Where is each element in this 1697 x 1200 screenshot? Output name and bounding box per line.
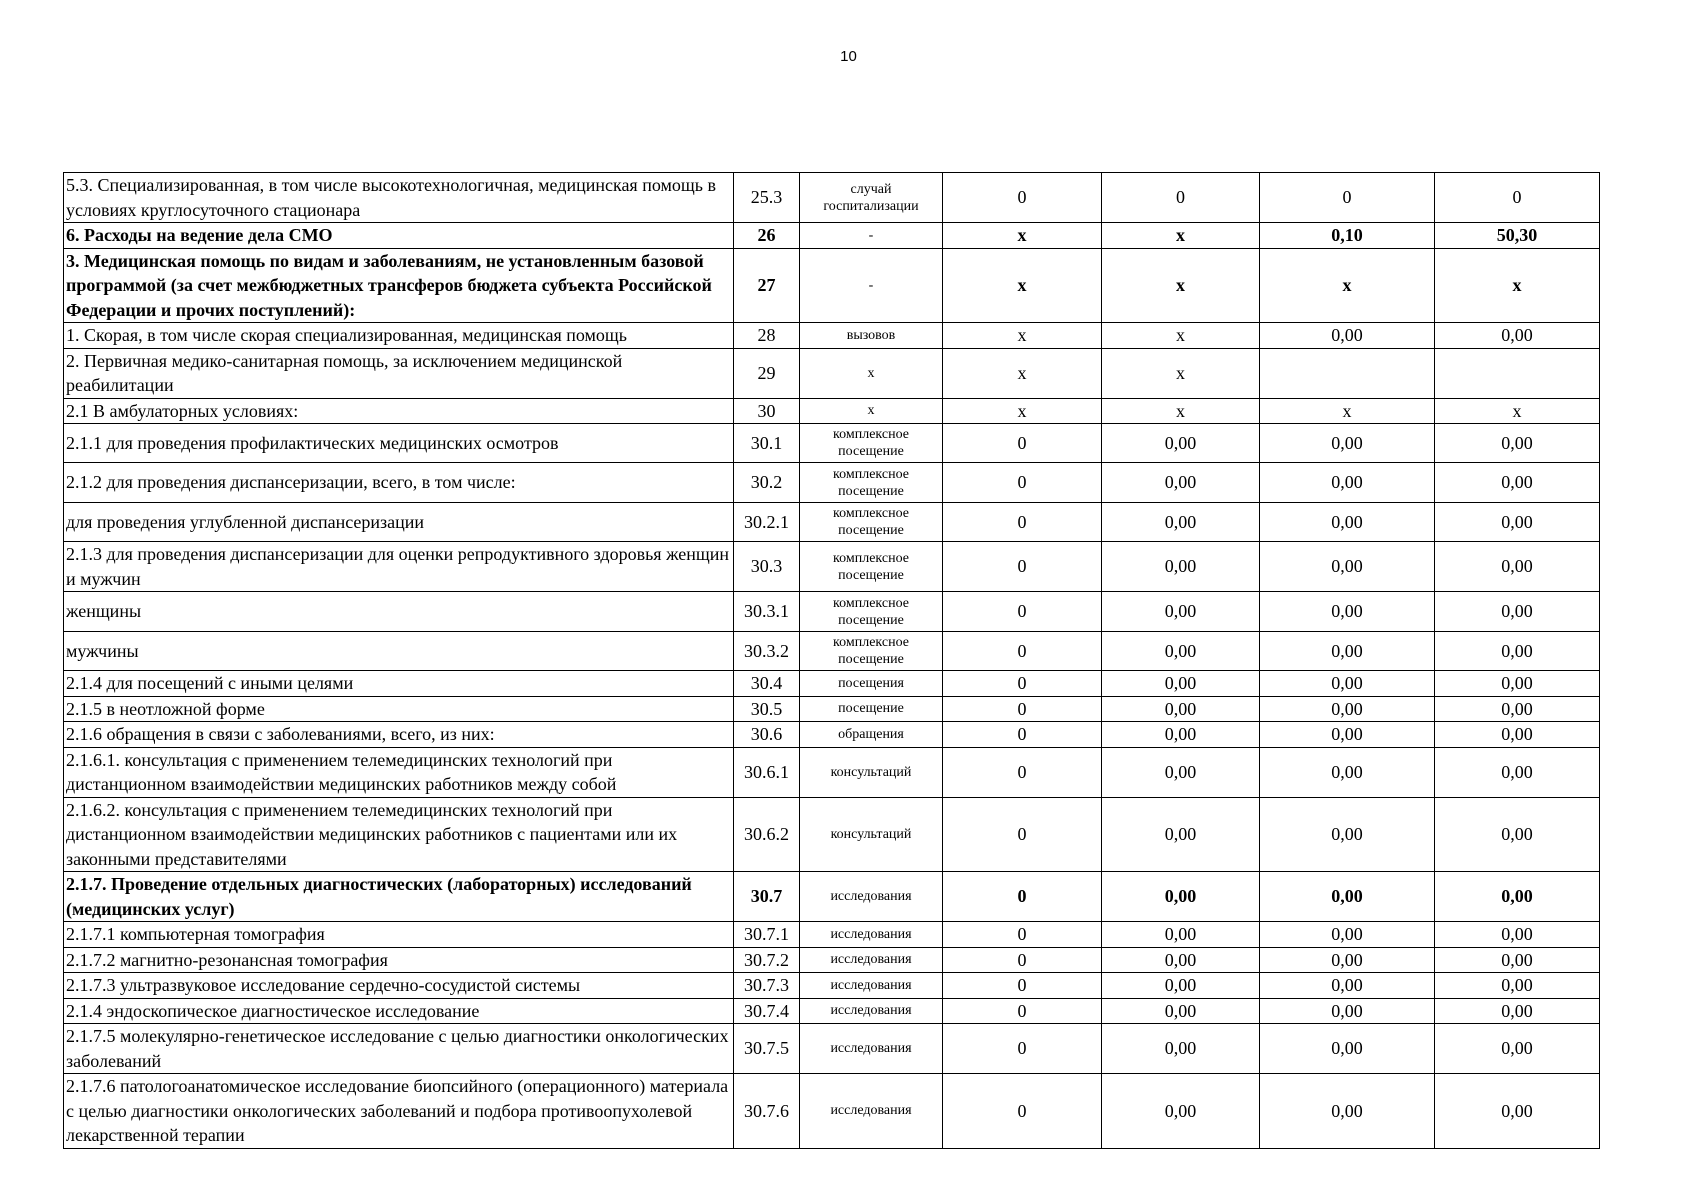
row-name-cell: 2.1.6.1. консультация с применением телемедицинских технологий при дистанционном взаимодействии медицинских работников между собой — [64, 747, 734, 797]
row-unit-cell: - — [800, 223, 943, 249]
row-value-cell-4: 0,00 — [1435, 1024, 1600, 1074]
page-number: 10 — [840, 48, 857, 65]
row-code-cell: 25.3 — [734, 173, 800, 223]
row-value-cell-4: 0,00 — [1435, 747, 1600, 797]
row-unit-cell: посещения — [800, 671, 943, 697]
table-row — [64, 973, 1600, 999]
row-unit-cell: комплексное посещение — [800, 632, 943, 671]
row-code-cell: 30.3 — [734, 542, 800, 592]
row-value-cell-2: x — [1102, 223, 1260, 249]
row-name-cell: 2.1.2 для проведения диспансеризации, всего, в том числе: — [64, 463, 734, 503]
table-row — [64, 323, 1600, 349]
row-value-cell-3: 0,00 — [1260, 922, 1435, 948]
row-value-cell-2: 0,00 — [1102, 797, 1260, 872]
table-row — [64, 424, 1600, 463]
row-value-cell-1: 0 — [943, 947, 1102, 973]
row-value-cell-1: 0 — [943, 592, 1102, 632]
row-unit-cell: x — [800, 348, 943, 398]
row-value-cell-4: 0,00 — [1435, 503, 1600, 542]
row-code-cell: 30.1 — [734, 424, 800, 463]
table-row — [64, 503, 1600, 542]
row-value-cell-2: 0,00 — [1102, 872, 1260, 922]
row-name-cell: 2.1.7.2 магнитно-резонансная томография — [64, 947, 734, 973]
row-value-cell-4: 0,00 — [1435, 632, 1600, 671]
table-row — [64, 542, 1600, 592]
table-row — [64, 632, 1600, 671]
row-unit-cell: комплексное посещение — [800, 463, 943, 503]
row-code-cell: 30.7.5 — [734, 1024, 800, 1074]
row-code-cell: 30.3.1 — [734, 592, 800, 632]
row-value-cell-3: 0,00 — [1260, 671, 1435, 697]
row-value-cell-4: 0,00 — [1435, 671, 1600, 697]
table-row — [64, 722, 1600, 748]
row-value-cell-1: 0 — [943, 173, 1102, 223]
table-row — [64, 872, 1600, 922]
row-value-cell-1: x — [943, 398, 1102, 424]
row-code-cell: 27 — [734, 248, 800, 323]
table-body — [64, 173, 1600, 1149]
row-value-cell-3: 0,00 — [1260, 323, 1435, 349]
row-value-cell-2: x — [1102, 248, 1260, 323]
table-row — [64, 463, 1600, 503]
row-value-cell-1: 0 — [943, 998, 1102, 1024]
row-value-cell-3: 0,00 — [1260, 542, 1435, 592]
row-value-cell-4: 0,00 — [1435, 797, 1600, 872]
row-value-cell-3: 0,00 — [1260, 503, 1435, 542]
row-value-cell-3: 0,00 — [1260, 947, 1435, 973]
row-unit-cell: случай госпитализации — [800, 173, 943, 223]
row-code-cell: 30.6 — [734, 722, 800, 748]
row-value-cell-3: 0,00 — [1260, 424, 1435, 463]
row-value-cell-3: 0,10 — [1260, 223, 1435, 249]
row-name-cell: для проведения углубленной диспансеризации — [64, 503, 734, 542]
row-value-cell-2: 0,00 — [1102, 632, 1260, 671]
row-name-cell: мужчины — [64, 632, 734, 671]
row-unit-cell: комплексное посещение — [800, 424, 943, 463]
row-unit-cell: вызовов — [800, 323, 943, 349]
row-name-cell: 2.1.1 для проведения профилактических медицинских осмотров — [64, 424, 734, 463]
row-value-cell-2: 0,00 — [1102, 463, 1260, 503]
row-value-cell-3: 0,00 — [1260, 592, 1435, 632]
table-row — [64, 248, 1600, 323]
row-unit-cell: - — [800, 248, 943, 323]
row-code-cell: 30.6.2 — [734, 797, 800, 872]
row-value-cell-2: 0,00 — [1102, 922, 1260, 948]
row-unit-cell: комплексное посещение — [800, 542, 943, 592]
table-row — [64, 998, 1600, 1024]
row-value-cell-3: 0 — [1260, 173, 1435, 223]
row-value-cell-3: 0,00 — [1260, 1074, 1435, 1149]
row-value-cell-4 — [1435, 348, 1600, 398]
table-row — [64, 398, 1600, 424]
row-value-cell-2: 0,00 — [1102, 1074, 1260, 1149]
row-value-cell-1: 0 — [943, 797, 1102, 872]
row-value-cell-3: x — [1260, 248, 1435, 323]
row-value-cell-3: 0,00 — [1260, 973, 1435, 999]
row-unit-cell: исследования — [800, 973, 943, 999]
data-table — [63, 172, 1600, 1149]
row-value-cell-2: 0,00 — [1102, 592, 1260, 632]
row-value-cell-2: 0,00 — [1102, 542, 1260, 592]
row-value-cell-4: 0,00 — [1435, 947, 1600, 973]
row-code-cell: 30 — [734, 398, 800, 424]
row-value-cell-3 — [1260, 348, 1435, 398]
row-unit-cell: исследования — [800, 998, 943, 1024]
row-value-cell-2: x — [1102, 398, 1260, 424]
row-value-cell-3: x — [1260, 398, 1435, 424]
row-value-cell-2: 0,00 — [1102, 722, 1260, 748]
row-value-cell-3: 0,00 — [1260, 797, 1435, 872]
row-name-cell: 2.1.5 в неотложной форме — [64, 696, 734, 722]
row-code-cell: 29 — [734, 348, 800, 398]
row-name-cell: 2.1.7.5 молекулярно-генетическое исследование с целью диагностики онкологических заболеваний — [64, 1024, 734, 1074]
table-row — [64, 1074, 1600, 1149]
row-value-cell-2: 0 — [1102, 173, 1260, 223]
row-value-cell-2: 0,00 — [1102, 671, 1260, 697]
row-value-cell-4: 0,00 — [1435, 592, 1600, 632]
row-value-cell-1: 0 — [943, 463, 1102, 503]
row-value-cell-2: 0,00 — [1102, 747, 1260, 797]
row-value-cell-4: 50,30 — [1435, 223, 1600, 249]
table-row — [64, 696, 1600, 722]
row-value-cell-1: 0 — [943, 671, 1102, 697]
table-row — [64, 747, 1600, 797]
row-value-cell-4: x — [1435, 248, 1600, 323]
row-value-cell-1: x — [943, 223, 1102, 249]
table-row — [64, 223, 1600, 249]
row-value-cell-3: 0,00 — [1260, 696, 1435, 722]
row-value-cell-2: 0,00 — [1102, 696, 1260, 722]
row-value-cell-1: 0 — [943, 1024, 1102, 1074]
row-value-cell-4: 0,00 — [1435, 922, 1600, 948]
row-value-cell-2: 0,00 — [1102, 424, 1260, 463]
row-value-cell-1: x — [943, 348, 1102, 398]
row-value-cell-4: 0 — [1435, 173, 1600, 223]
row-name-cell: женщины — [64, 592, 734, 632]
row-value-cell-2: 0,00 — [1102, 998, 1260, 1024]
row-value-cell-3: 0,00 — [1260, 872, 1435, 922]
row-code-cell: 28 — [734, 323, 800, 349]
row-unit-cell: посещение — [800, 696, 943, 722]
row-unit-cell: исследования — [800, 1074, 943, 1149]
row-value-cell-4: 0,00 — [1435, 323, 1600, 349]
row-code-cell: 30.5 — [734, 696, 800, 722]
row-value-cell-1: 0 — [943, 973, 1102, 999]
row-value-cell-1: 0 — [943, 872, 1102, 922]
row-name-cell: 2.1 В амбулаторных условиях: — [64, 398, 734, 424]
row-value-cell-2: 0,00 — [1102, 1024, 1260, 1074]
row-value-cell-4: 0,00 — [1435, 424, 1600, 463]
row-name-cell: 1. Скорая, в том числе скорая специализированная, медицинская помощь — [64, 323, 734, 349]
row-name-cell: 2.1.7. Проведение отдельных диагностических (лабораторных) исследований (медицинских услуг) — [64, 872, 734, 922]
table-row — [64, 671, 1600, 697]
row-unit-cell: консультаций — [800, 747, 943, 797]
row-code-cell: 26 — [734, 223, 800, 249]
row-code-cell: 30.2 — [734, 463, 800, 503]
row-name-cell: 2.1.7.6 патологоанатомическое исследование биопсийного (операционного) материала с целью диагностики онкологических заболеваний и подбора противоопухолевой лекарственной терапии — [64, 1074, 734, 1149]
row-name-cell: 2.1.6.2. консультация с применением телемедицинских технологий при дистанционном взаимодействии медицинских работников с пациентами или их законными представителями — [64, 797, 734, 872]
row-value-cell-2: 0,00 — [1102, 973, 1260, 999]
row-name-cell: 2.1.7.1 компьютерная томография — [64, 922, 734, 948]
row-value-cell-2: x — [1102, 348, 1260, 398]
row-code-cell: 30.7.4 — [734, 998, 800, 1024]
row-value-cell-3: 0,00 — [1260, 632, 1435, 671]
row-value-cell-1: 0 — [943, 747, 1102, 797]
row-value-cell-3: 0,00 — [1260, 722, 1435, 748]
row-code-cell: 30.7.2 — [734, 947, 800, 973]
row-value-cell-2: 0,00 — [1102, 947, 1260, 973]
row-code-cell: 30.2.1 — [734, 503, 800, 542]
row-value-cell-1: 0 — [943, 722, 1102, 748]
table-row — [64, 173, 1600, 223]
row-code-cell: 30.7 — [734, 872, 800, 922]
row-value-cell-4: 0,00 — [1435, 872, 1600, 922]
row-value-cell-1: x — [943, 323, 1102, 349]
row-value-cell-4: 0,00 — [1435, 696, 1600, 722]
row-name-cell: 5.3. Специализированная, в том числе высокотехнологичная, медицинская помощь в условиях круглосуточного стационара — [64, 173, 734, 223]
row-value-cell-1: 0 — [943, 424, 1102, 463]
row-name-cell: 2.1.7.3 ультразвуковое исследование сердечно-сосудистой системы — [64, 973, 734, 999]
row-unit-cell: комплексное посещение — [800, 503, 943, 542]
row-value-cell-1: 0 — [943, 922, 1102, 948]
row-unit-cell: исследования — [800, 872, 943, 922]
row-code-cell: 30.7.1 — [734, 922, 800, 948]
table-row — [64, 947, 1600, 973]
row-value-cell-3: 0,00 — [1260, 747, 1435, 797]
row-value-cell-4: 0,00 — [1435, 542, 1600, 592]
row-name-cell: 2.1.4 эндоскопическое диагностическое исследование — [64, 998, 734, 1024]
row-unit-cell: исследования — [800, 1024, 943, 1074]
table-row — [64, 797, 1600, 872]
table-row — [64, 922, 1600, 948]
row-name-cell: 2.1.3 для проведения диспансеризации для оценки репродуктивного здоровья женщин и мужчин — [64, 542, 734, 592]
row-unit-cell: обращения — [800, 722, 943, 748]
table-row — [64, 592, 1600, 632]
row-name-cell: 3. Медицинская помощь по видам и заболеваниям, не установленным базовой программой (за счет межбюджетных трансферов бюджета субъекта Российской Федерации и прочих поступлений): — [64, 248, 734, 323]
row-value-cell-3: 0,00 — [1260, 1024, 1435, 1074]
row-value-cell-1: 0 — [943, 696, 1102, 722]
row-code-cell: 30.7.6 — [734, 1074, 800, 1149]
row-value-cell-4: x — [1435, 398, 1600, 424]
row-name-cell: 2. Первичная медико-санитарная помощь, за исключением медицинской реабилитации — [64, 348, 734, 398]
row-value-cell-2: 0,00 — [1102, 503, 1260, 542]
row-unit-cell: консультаций — [800, 797, 943, 872]
row-value-cell-3: 0,00 — [1260, 998, 1435, 1024]
row-value-cell-1: x — [943, 248, 1102, 323]
row-code-cell: 30.6.1 — [734, 747, 800, 797]
row-value-cell-1: 0 — [943, 1074, 1102, 1149]
row-value-cell-3: 0,00 — [1260, 463, 1435, 503]
table-row — [64, 1024, 1600, 1074]
row-unit-cell: исследования — [800, 947, 943, 973]
row-name-cell: 6. Расходы на ведение дела СМО — [64, 223, 734, 249]
row-name-cell: 2.1.4 для посещений с иными целями — [64, 671, 734, 697]
row-name-cell: 2.1.6 обращения в связи с заболеваниями, всего, из них: — [64, 722, 734, 748]
row-code-cell: 30.4 — [734, 671, 800, 697]
row-value-cell-2: x — [1102, 323, 1260, 349]
row-value-cell-1: 0 — [943, 632, 1102, 671]
row-value-cell-4: 0,00 — [1435, 973, 1600, 999]
table-row — [64, 348, 1600, 398]
row-value-cell-4: 0,00 — [1435, 998, 1600, 1024]
row-unit-cell: исследования — [800, 922, 943, 948]
row-value-cell-1: 0 — [943, 542, 1102, 592]
row-value-cell-1: 0 — [943, 503, 1102, 542]
row-code-cell: 30.3.2 — [734, 632, 800, 671]
row-value-cell-4: 0,00 — [1435, 722, 1600, 748]
row-unit-cell: комплексное посещение — [800, 592, 943, 632]
row-value-cell-4: 0,00 — [1435, 1074, 1600, 1149]
row-value-cell-4: 0,00 — [1435, 463, 1600, 503]
row-unit-cell: x — [800, 398, 943, 424]
row-code-cell: 30.7.3 — [734, 973, 800, 999]
